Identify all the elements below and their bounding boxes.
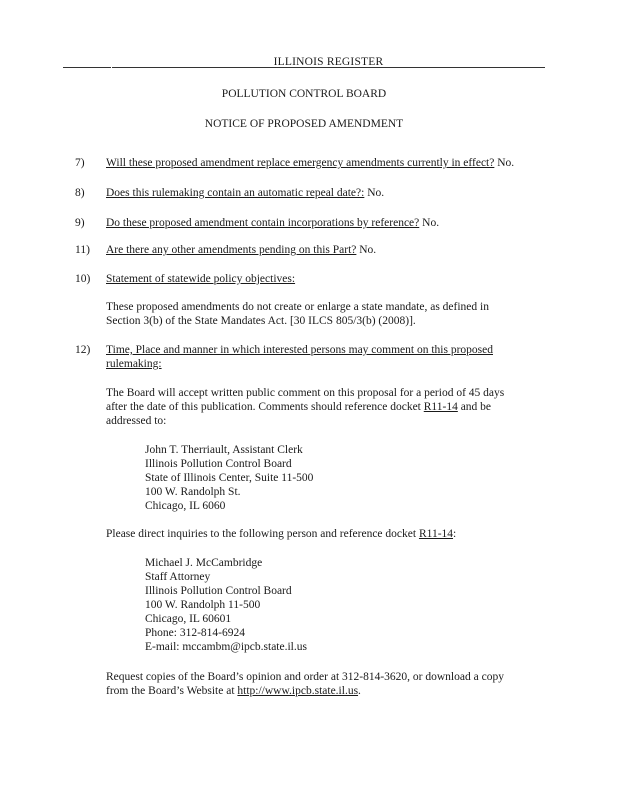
item-question: Are there any other amendments pending on this Part? bbox=[106, 244, 357, 256]
contact-line: Chicago, IL 60601 bbox=[145, 613, 232, 625]
contact-line: 100 W. Randolph 11-500 bbox=[145, 599, 261, 611]
item-question: Does this rulemaking contain an automatic repeal date?: bbox=[106, 187, 365, 199]
register-title: ILLINOIS REGISTER bbox=[273, 56, 384, 68]
item-number: 12) bbox=[75, 344, 91, 356]
header-rule-left bbox=[63, 67, 111, 68]
copies-paragraph: Request copies of the Board’s opinion and order at 312-814-3620, or download a copy from the Board’s Website at http://www.ipcb.state.il.us. bbox=[106, 671, 504, 697]
item-question: Do these proposed amendment contain incorporations by reference? bbox=[106, 217, 420, 229]
item-number: 9) bbox=[75, 217, 85, 229]
address-line: Illinois Pollution Control Board bbox=[145, 458, 292, 470]
comment-paragraph: The Board will accept written public comment on this proposal for a period of 45 days after the date of this publication. Comments should reference docket R11-14 and be addressed to: bbox=[106, 387, 505, 427]
item-question: Statement of statewide policy objectives: bbox=[106, 273, 296, 285]
website-link[interactable]: http://www.ipcb.state.il.us bbox=[237, 685, 359, 697]
contact-line: Illinois Pollution Control Board bbox=[145, 585, 292, 597]
address-line: Chicago, IL 6060 bbox=[145, 500, 226, 512]
item-question: Time, Place and manner in which interested persons may comment on this proposed bbox=[106, 344, 493, 356]
item-answer: No. bbox=[367, 187, 385, 199]
item-question-cont: rulemaking: bbox=[106, 358, 162, 370]
notice-heading: NOTICE OF PROPOSED AMENDMENT bbox=[204, 118, 404, 130]
inquiries-paragraph: Please direct inquiries to the following person and reference docket R11-14: bbox=[106, 528, 457, 540]
docket-reference: R11-14 bbox=[418, 528, 454, 540]
item-number: 7) bbox=[75, 157, 85, 169]
item-number: 10) bbox=[75, 273, 91, 285]
item-answer: No. bbox=[359, 244, 377, 256]
item-answer: No. bbox=[422, 217, 440, 229]
address-line: John T. Therriault, Assistant Clerk bbox=[145, 444, 303, 456]
contact-block bbox=[145, 556, 545, 654]
contact-line: Michael J. McCambridge bbox=[145, 557, 263, 569]
contact-line: Staff Attorney bbox=[145, 571, 211, 583]
item-answer: No. bbox=[497, 157, 515, 169]
item-number: 11) bbox=[75, 244, 90, 256]
item-number: 8) bbox=[75, 187, 85, 199]
clerk-address-block bbox=[145, 443, 545, 513]
agency-heading: POLLUTION CONTROL BOARD bbox=[221, 88, 387, 100]
address-line: 100 W. Randolph St. bbox=[145, 486, 241, 498]
policy-paragraph: These proposed amendments do not create or enlarge a state mandate, as defined in Section 3(b) of the State Mandates Act. [30 ILCS 805/3(b) (2008)]. bbox=[106, 301, 489, 327]
item-question: Will these proposed amendment replace emergency amendments currently in effect? bbox=[106, 157, 495, 169]
docket-reference: R11-14 bbox=[423, 401, 458, 413]
contact-line: Phone: 312-814-6924 bbox=[145, 627, 245, 639]
contact-line: E-mail: mccambm@ipcb.state.il.us bbox=[145, 641, 307, 653]
address-line: State of Illinois Center, Suite 11-500 bbox=[145, 472, 314, 484]
